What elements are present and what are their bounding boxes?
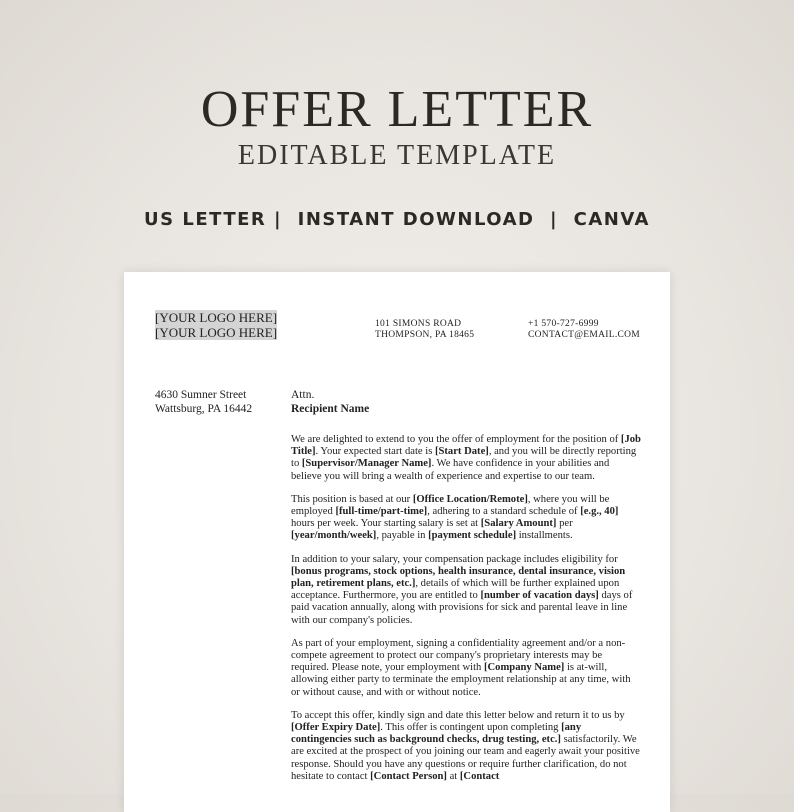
placeholder-field: [any contingencies such as background checks, drug testing, etc.] xyxy=(291,722,582,746)
placeholder-field: [Start Date] xyxy=(434,446,489,458)
placeholder-field: [Salary Amount] xyxy=(480,518,557,530)
logo-placeholder xyxy=(155,310,277,340)
paragraph-5 xyxy=(291,710,641,783)
paragraph-2 xyxy=(291,494,641,543)
paragraph-text: . We have confidence in your abilities and believe you will bring a wealth of experience and expertise to our team. xyxy=(291,458,610,482)
placeholder-field: [Offer Expiry Date] xyxy=(291,722,381,734)
placeholder-field: [Contact Person] xyxy=(370,770,447,782)
paragraph-text: This position is based at our xyxy=(291,493,413,505)
sender-city: Wattsburg, PA 16442 xyxy=(155,403,253,415)
product-tagline: US LETTER | INSTANT DOWNLOAD | CANVA xyxy=(144,209,650,230)
logo-line-1: [YOUR LOGO HERE] xyxy=(155,310,278,325)
company-address-line-1: 101 SIMONS ROAD xyxy=(375,319,462,329)
company-phone: +1 570-727-6999 xyxy=(528,319,599,329)
paragraph-text: satisfactorily. We are excited at the prospect of you joining our team and eagerly await your positive response. Should you have any questions or require further clarification, do not hesitate to contact xyxy=(291,734,640,782)
company-address-line-2: THOMPSON, PA 18465 xyxy=(375,330,475,340)
page-subtitle: EDITABLE TEMPLATE xyxy=(237,140,557,171)
paragraph-text: . This offer is contingent upon completing xyxy=(380,722,562,734)
paragraph-text: We are delighted to extend to you the offer of employment for the position of xyxy=(291,434,621,445)
placeholder-field: [full-time/part-time] xyxy=(335,506,428,518)
paragraph-text: hours per week. Your starting salary is set at xyxy=(291,518,481,530)
placeholder-field: [bonus programs, stock options, health insurance, dental insurance, vision plan, retirement plans, etc.] xyxy=(291,565,626,590)
sender-street: 4630 Sumner Street xyxy=(155,389,247,401)
placeholder-field: [Job Title] xyxy=(291,434,641,458)
attn-label: Attn. xyxy=(291,389,315,401)
paragraph-text: , adhering to a standard schedule of xyxy=(427,506,581,518)
paragraph-text: per xyxy=(556,518,573,530)
paragraph-text: is at-will, allowing either party to terminate the employment relationship at any time, with or without cause, and with or without notice. xyxy=(291,662,631,698)
paragraph-3 xyxy=(291,554,641,627)
attention-block xyxy=(291,388,369,416)
placeholder-field: [year/month/week] xyxy=(291,530,377,542)
placeholder-field: [e.g., 40] xyxy=(580,506,619,518)
page-title: OFFER LETTER xyxy=(200,81,594,138)
paragraph-text: installments. xyxy=(516,530,573,542)
paragraph-4 xyxy=(291,638,641,699)
company-address xyxy=(375,319,474,341)
company-contact xyxy=(528,319,640,341)
paragraph-text: , where you will be employed xyxy=(291,493,610,518)
paragraph-text: , and you will be directly reporting to xyxy=(291,446,637,470)
placeholder-field: [number of vacation days] xyxy=(480,590,599,602)
logo-line-2: [YOUR LOGO HERE] xyxy=(155,325,278,340)
placeholder-field: [Contact xyxy=(459,770,500,782)
paragraph-text: In addition to your salary, your compensation package includes eligibility for xyxy=(291,553,618,565)
letter-page xyxy=(124,272,670,812)
paragraph-text: To accept this offer, kindly sign and date this letter below and return it to us by xyxy=(291,709,625,721)
letter-body xyxy=(291,434,641,794)
recipient-name: Recipient Name xyxy=(291,403,370,415)
paragraph-text: at xyxy=(446,770,460,782)
paragraph-1 xyxy=(291,434,641,483)
paragraph-text: days of paid vacation annually, along with provisions for sick and parental leave in line with our company's policies. xyxy=(291,590,633,626)
sender-address xyxy=(155,388,252,416)
paragraph-text: , details of which will be further explained upon acceptance. Furthermore, you are entitled to xyxy=(291,578,620,602)
placeholder-field: [Company Name] xyxy=(484,662,565,674)
paragraph-text: . Your expected start date is xyxy=(315,446,435,458)
placeholder-field: [Office Location/Remote] xyxy=(412,493,528,505)
company-email: CONTACT@EMAIL.COM xyxy=(528,330,641,340)
placeholder-field: [payment schedule] xyxy=(428,530,517,542)
paragraph-text: , payable in xyxy=(376,530,429,542)
paragraph-text: As part of your employment, signing a confidentiality agreement and/or a non-compete agreement to protect our company's proprietary interests may be required. Please note, your employment with xyxy=(291,637,626,674)
placeholder-field: [Supervisor/Manager Name] xyxy=(301,458,432,470)
